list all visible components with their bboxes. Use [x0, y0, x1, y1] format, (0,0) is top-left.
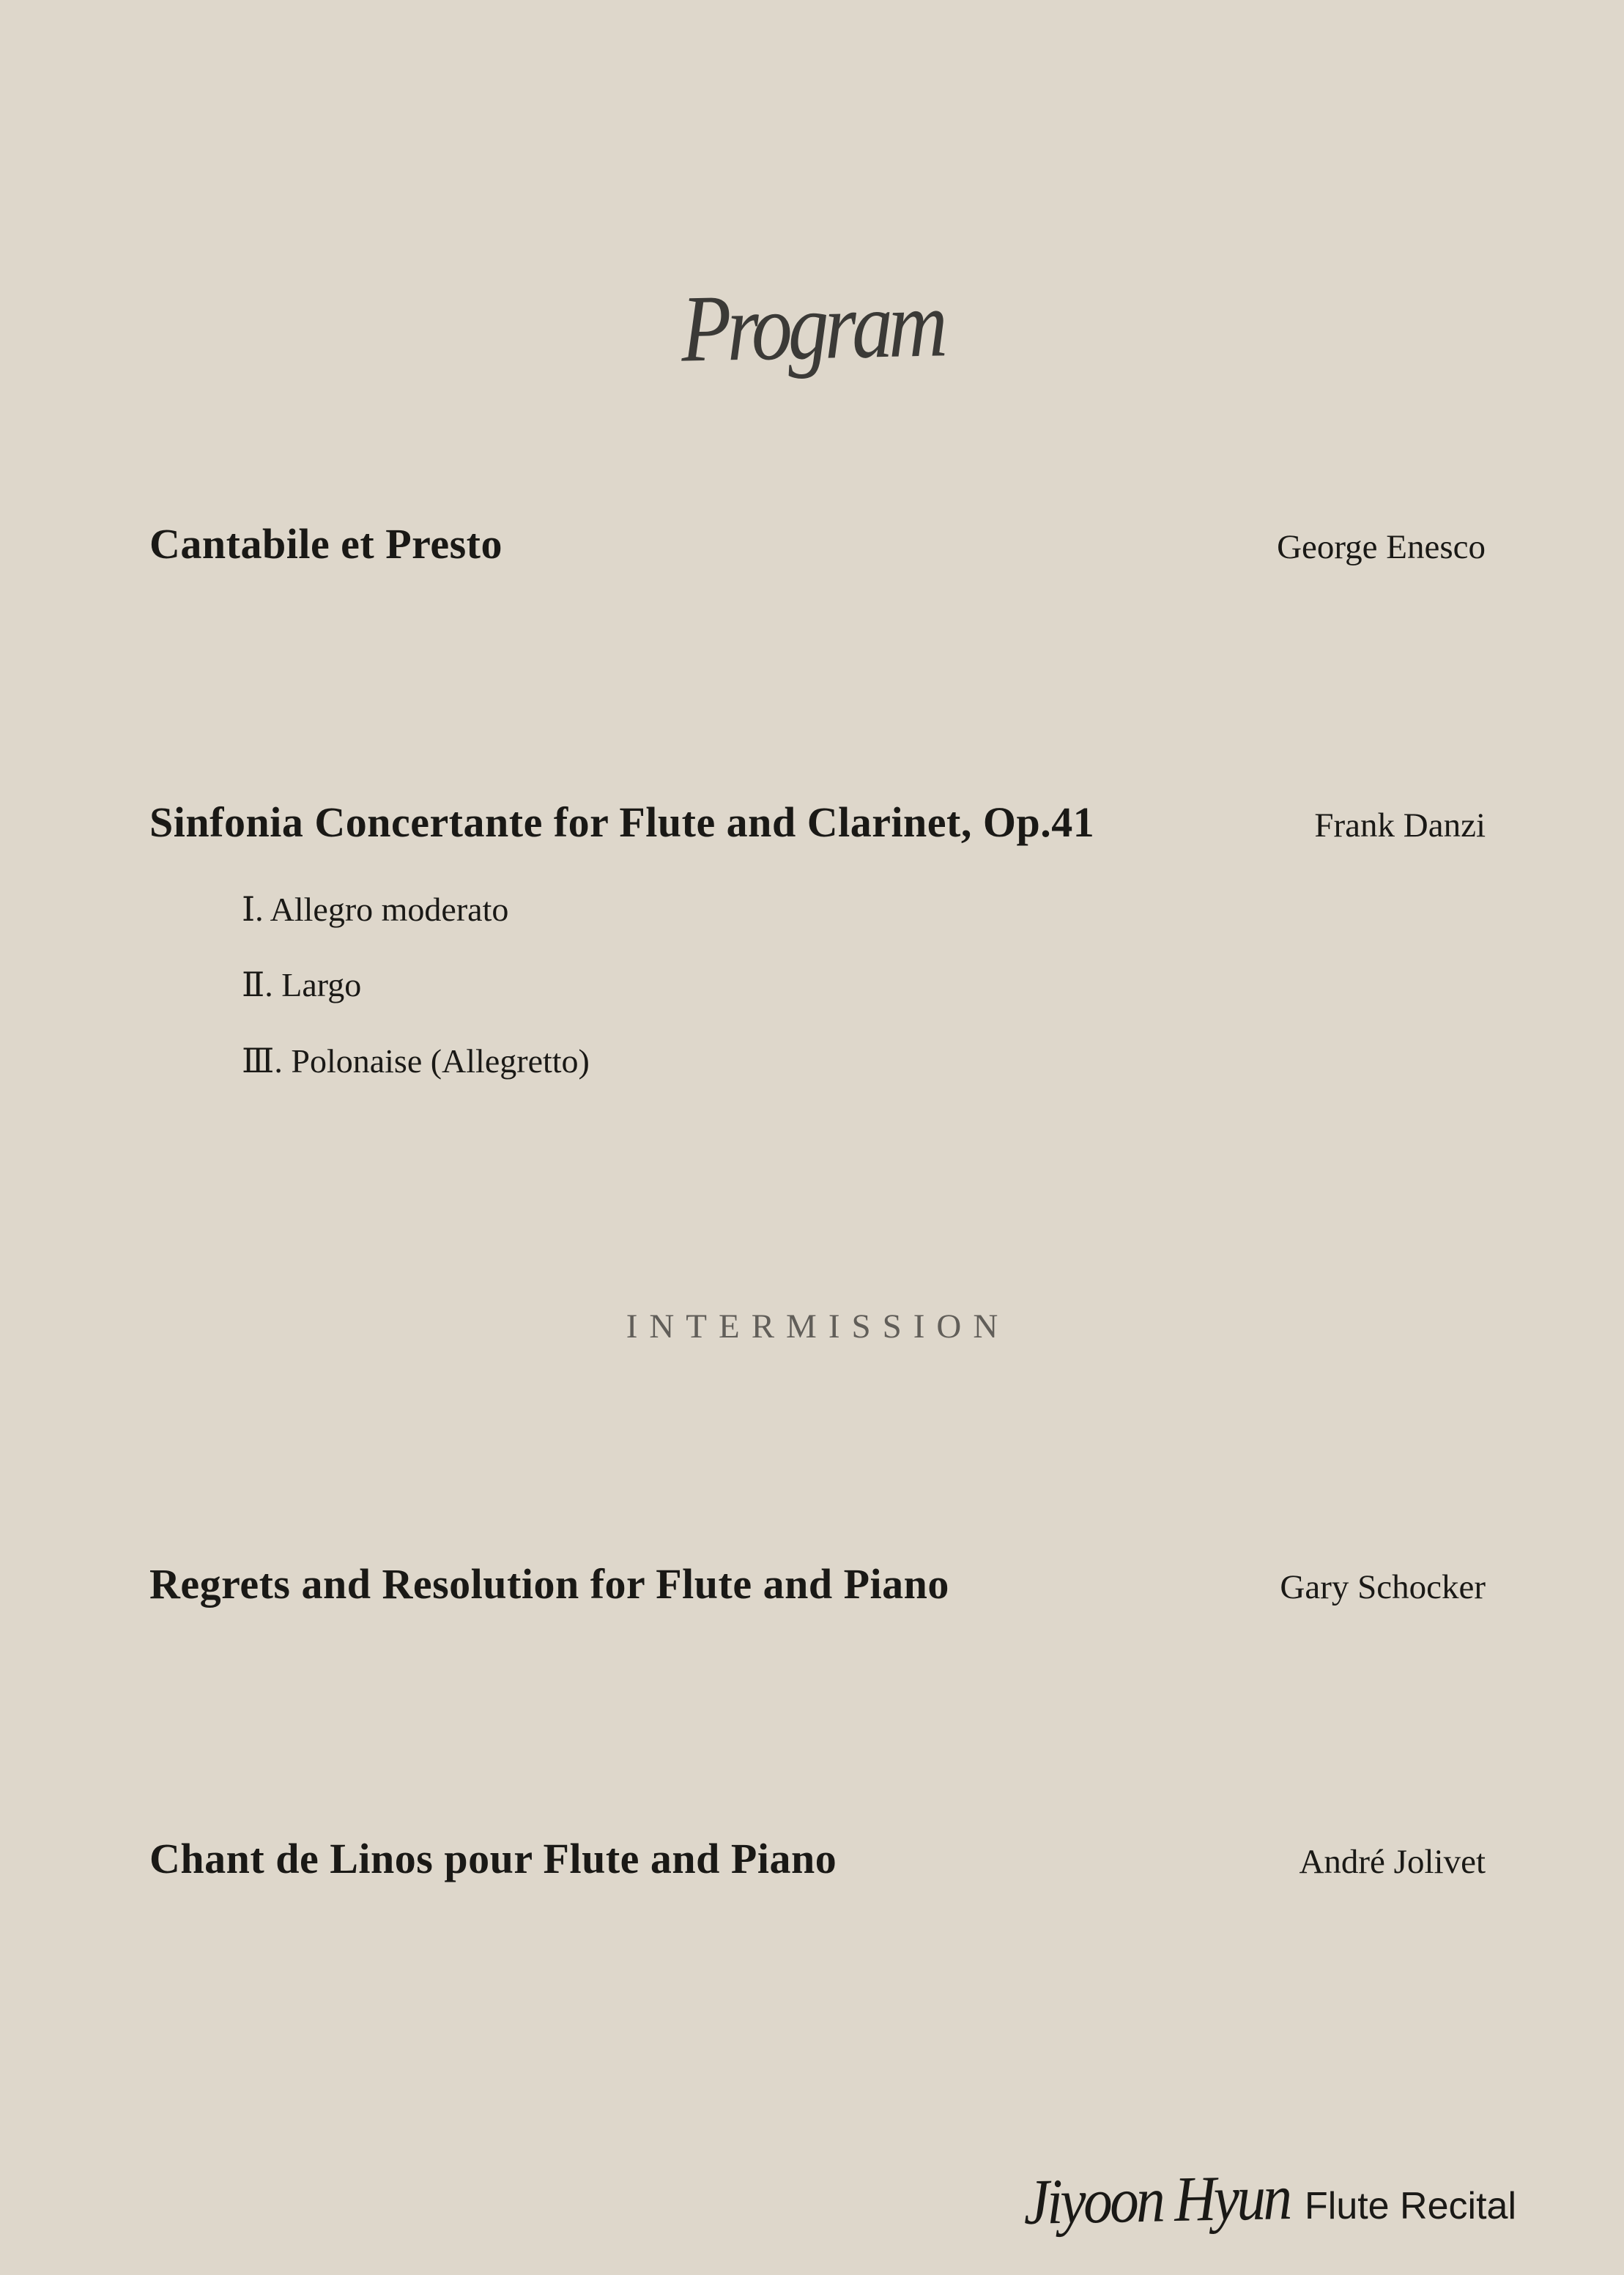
program-entry — [149, 1559, 1486, 1610]
composer-name: George Enesco — [1277, 528, 1486, 566]
intermission-label: INTERMISSION — [626, 1307, 1010, 1346]
composer-name: Frank Danzi — [1314, 806, 1486, 845]
program-heading-script-text: Program — [680, 271, 944, 382]
program-entry — [149, 519, 1486, 570]
piece-title: Chant de Linos pour Flute and Piano — [149, 1835, 837, 1882]
program-entry — [149, 1833, 1486, 1885]
program-heading — [0, 270, 1624, 384]
composer-name: André Jolivet — [1299, 1843, 1486, 1881]
piece-title: Cantabile et Presto — [149, 520, 503, 568]
performer-signature: Jiyoon Hyun — [1023, 2162, 1290, 2239]
program-entry — [149, 797, 1486, 848]
movement-item: Ⅱ. Largo — [242, 966, 362, 1003]
recital-label: Flute Recital — [1305, 2185, 1516, 2227]
piece-title: Regrets and Resolution for Flute and Piano — [149, 1560, 949, 1608]
piece-title: Sinfonia Concertante for Flute and Clarinet, Op.41 — [149, 798, 1095, 846]
movement-item: Ⅰ. Allegro moderato — [242, 891, 509, 928]
movement-item: Ⅲ. Polonaise (Allegretto) — [242, 1042, 590, 1080]
footer-signature-block — [995, 2159, 1516, 2237]
composer-name: Gary Schocker — [1280, 1568, 1486, 1606]
